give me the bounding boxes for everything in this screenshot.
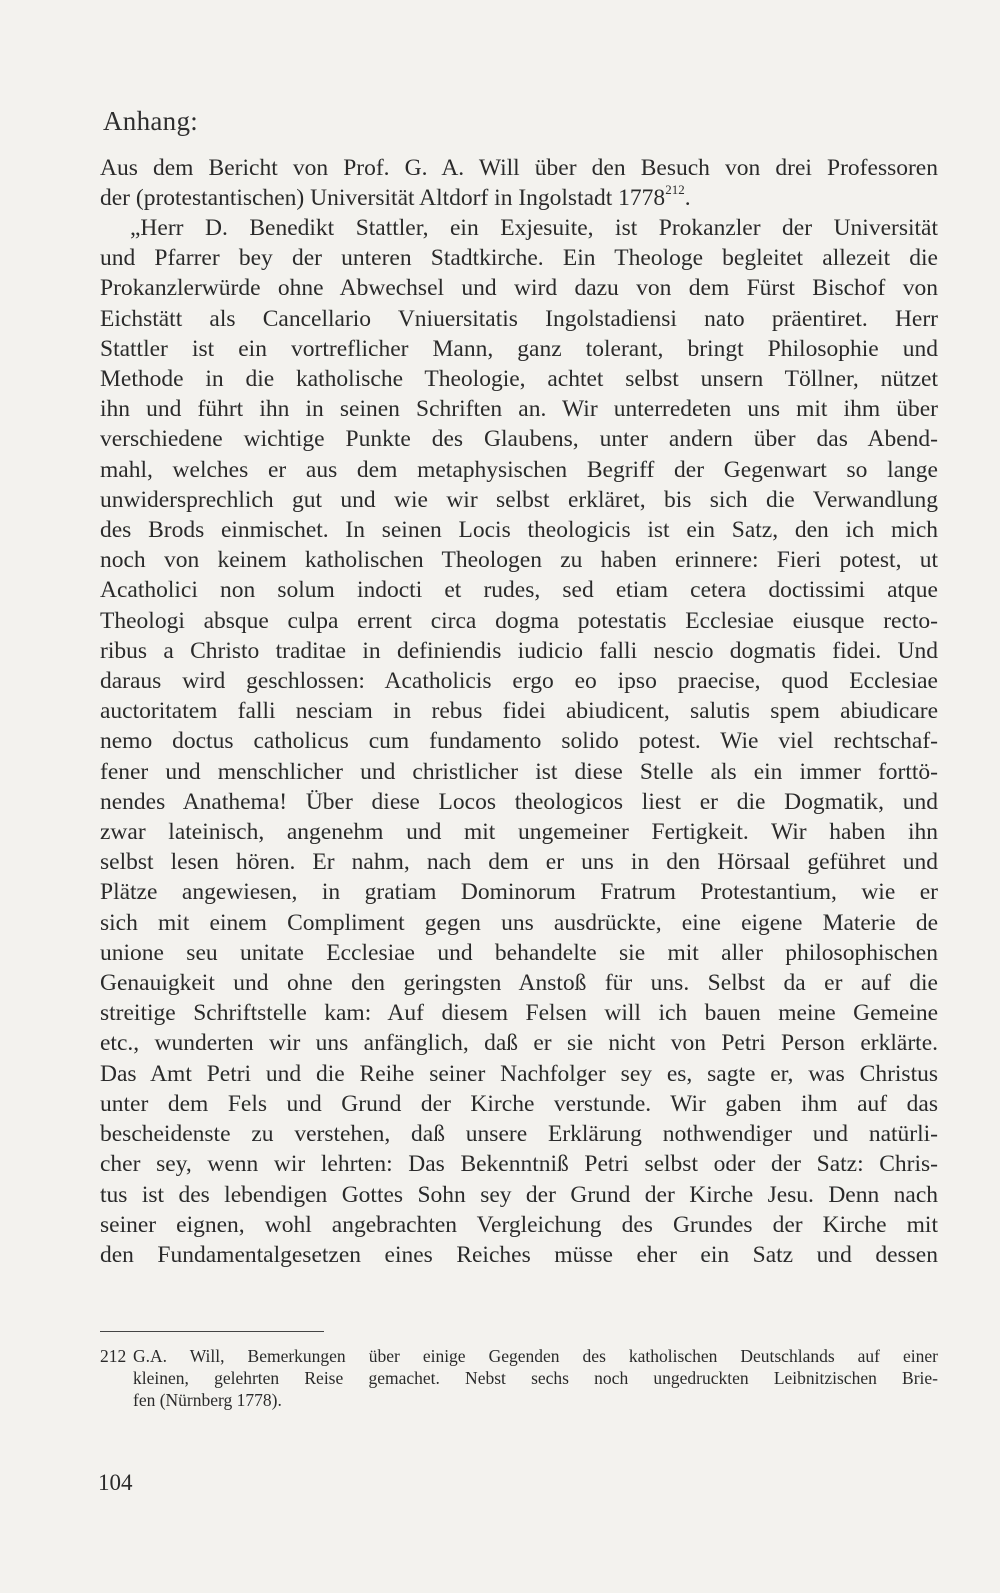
body-line: cher sey, wenn wir lehrten: Das Bekenntniß Petri selbst oder der Satz: Chris- bbox=[100, 1151, 938, 1178]
body-line: auctoritatem falli nesciam in rebus fidei abiudicent, salutis spem abiudicare bbox=[100, 698, 938, 725]
footnote-reference: 212 bbox=[665, 182, 685, 198]
body-line: Plätze angewiesen, in gratiam Dominorum Fratrum Protestantium, wie er bbox=[100, 879, 938, 906]
body-line: mahl, welches er aus dem metaphysischen Begriff der Gegenwart so lange bbox=[100, 456, 938, 483]
body-line: Das Amt Petri und die Reihe seiner Nachfolger sey es, sagte er, was Christus bbox=[100, 1060, 938, 1087]
footnote-line: kleinen, gelehrten Reise gemachet. Nebst sechs noch ungedruckten Leibnitzischen Brie- bbox=[133, 1368, 938, 1388]
body-line: sich mit einem Compliment gegen uns ausdrückte, eine eigene Materie de bbox=[100, 909, 938, 936]
body-line: noch von keinem katholischen Theologen zu haben erinnere: Fieri potest, ut bbox=[100, 547, 938, 574]
body-line: Stattler ist ein vortreflicher Mann, ganz tolerant, bringt Philosophie und bbox=[100, 335, 938, 362]
footnote bbox=[100, 1345, 938, 1411]
body-line: unter dem Fels und Grund der Kirche verstunde. Wir gaben ihm auf das bbox=[100, 1090, 938, 1117]
body-line: ihn und führt ihn in seinen Schriften an. Wir unterredeten uns mit ihm über bbox=[100, 396, 938, 423]
body-line: ribus a Christo traditae in definiendis iudicio falli nescio dogmatis fidei. Und bbox=[100, 637, 938, 664]
body-line: fener und menschlicher und christlicher ist diese Stelle als ein immer forttö- bbox=[100, 758, 938, 785]
body-line: Eichstätt als Cancellario Vniuersitatis Ingolstadiensi nato präentiret. Herr bbox=[100, 305, 938, 332]
body-line: verschiedene wichtige Punkte des Glaubens, unter andern über das Abend- bbox=[100, 426, 938, 453]
footnote-rule bbox=[100, 1331, 324, 1332]
footnote-text bbox=[133, 1345, 938, 1411]
body-line: nemo doctus catholicus cum fundamento solido potest. Wie viel rechtschaf- bbox=[100, 728, 938, 755]
body-line: daraus wird geschlossen: Acatholicis ergo eo ipso praecise, quod Ecclesiae bbox=[100, 668, 938, 695]
body-line: bescheidenste zu verstehen, daß unsere Erklärung nothwendiger und natürli- bbox=[100, 1121, 938, 1148]
intro-line-1: Aus dem Bericht von Prof. G. A. Will über den Besuch von drei Professoren bbox=[100, 155, 938, 181]
body-line: Theologi absque culpa errent circa dogma potestatis Ecclesiae eiusque recto- bbox=[100, 607, 938, 634]
body-line: tus ist des lebendigen Gottes Sohn sey der Grund der Kirche Jesu. Denn nach bbox=[100, 1181, 938, 1208]
body-line: Acatholici non solum indocti et rudes, sed etiam cetera doctissimi atque bbox=[100, 577, 938, 604]
intro-paragraph bbox=[100, 153, 938, 213]
body-line: unwidersprechlich gut und wie wir selbst erkläret, bis sich die Verwandlung bbox=[100, 486, 938, 513]
body-line: zwar lateinisch, angenehm und mit ungemeiner Fertigkeit. Wir haben ihn bbox=[100, 819, 938, 846]
body-line: etc., wunderten wir uns anfänglich, daß er sie nicht von Petri Person erklärte. bbox=[100, 1030, 938, 1057]
body-line: seiner eignen, wohl angebrachten Vergleichung des Grundes der Kirche mit bbox=[100, 1211, 938, 1238]
footnote-line: fen (Nürnberg 1778). bbox=[133, 1390, 282, 1410]
body-line: unione seu unitate Ecclesiae und behandelte sie mit aller philosophischen bbox=[100, 939, 938, 966]
page-number: 104 bbox=[98, 1470, 133, 1495]
body-line: den Fundamentalgesetzen eines Reiches müsse eher ein Satz und dessen bbox=[100, 1241, 938, 1268]
body-line: selbst lesen hören. Er nahm, nach dem er uns in den Hörsaal geführet und bbox=[100, 849, 938, 876]
section-heading: Anhang: bbox=[103, 106, 199, 136]
footnote-number: 212 bbox=[100, 1346, 127, 1366]
body-line: Genauigkeit und ohne den geringsten Anstoß für uns. Selbst da er auf die bbox=[100, 970, 938, 997]
body-line: „Herr D. Benedikt Stattler, ein Exjesuite, ist Prokanzler der Universität bbox=[130, 215, 938, 241]
intro-line-2-text: der (protestantischen) Universität Altdorf in Ingolstadt 1778 bbox=[100, 185, 666, 212]
quoted-body-text bbox=[100, 213, 938, 1270]
body-line: Methode in die katholische Theologie, achtet selbst unsern Töllner, nützet bbox=[100, 366, 938, 393]
body-line: streitige Schriftstelle kam: Auf diesem Felsen will ich bauen meine Gemeine bbox=[100, 1000, 938, 1027]
body-line: des Brods einmischet. In seinen Locis theologicis ist ein Satz, den ich mich bbox=[100, 517, 938, 544]
intro-line-2-end: . bbox=[684, 185, 691, 212]
intro-line-2 bbox=[100, 183, 938, 213]
body-line: und Pfarrer bey der unteren Stadtkirche. Ein Theologe begleitet allezeit die bbox=[100, 245, 938, 272]
body-line: Prokanzlerwürde ohne Abwechsel und wird dazu von dem Fürst Bischof von bbox=[100, 275, 938, 302]
body-line: nendes Anathema! Über diese Locos theologicos liest er die Dogmatik, und bbox=[100, 788, 938, 815]
footnote-line: G.A. Will, Bemerkungen über einige Gegenden des katholischen Deutschlands auf einer bbox=[133, 1346, 938, 1366]
